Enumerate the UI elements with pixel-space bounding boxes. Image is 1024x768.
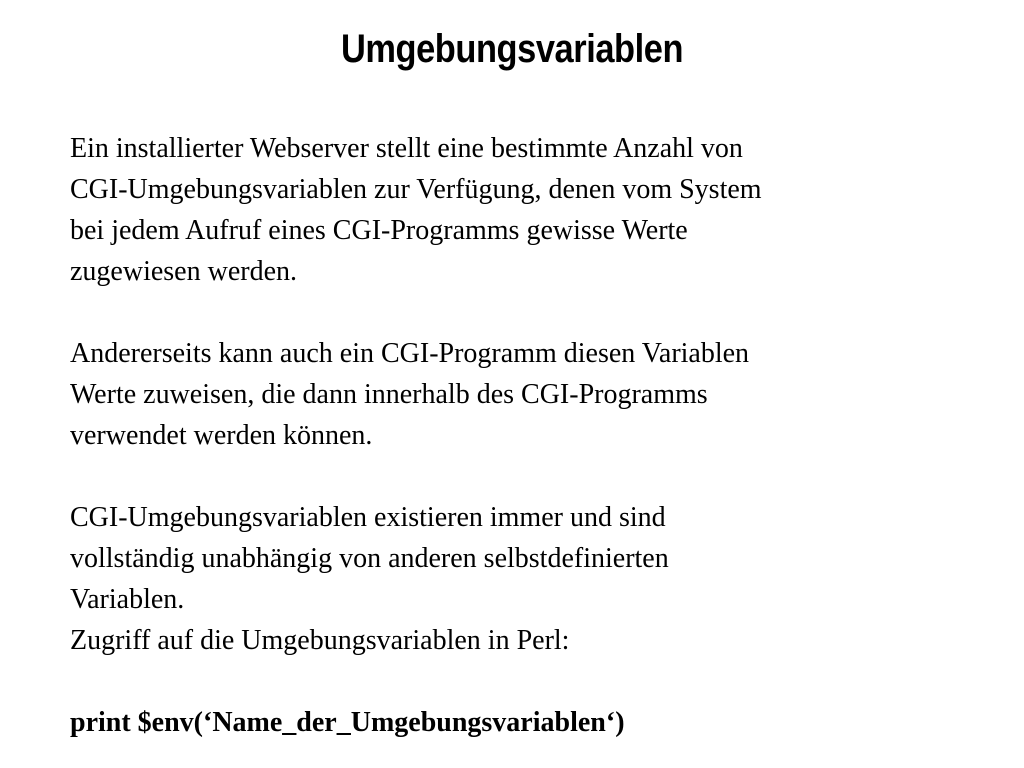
- paragraph-spacer: [70, 292, 970, 333]
- paragraph-spacer: [70, 661, 970, 702]
- text-line: zugewiesen werden.: [70, 256, 298, 287]
- paragraph-existence: [70, 497, 970, 661]
- text-line: CGI-Umgebungsvariablen existieren immer und sind: [70, 502, 666, 533]
- text-line: Werte zuweisen, die dann innerhalb des CGI-Programms: [70, 379, 708, 410]
- text-line: vollständig unabhängig von anderen selbstdefinierten: [70, 543, 669, 574]
- text-line: CGI-Umgebungsvariablen zur Verfügung, denen vom System: [70, 174, 762, 205]
- paragraph-spacer: [70, 456, 970, 497]
- slide-title: Umgebungsvariablen: [340, 27, 684, 71]
- paragraph-assignment: [70, 333, 970, 456]
- slide-body: [70, 128, 970, 743]
- text-line: verwendet werden können.: [70, 420, 373, 451]
- text-line: Zugriff auf die Umgebungsvariablen in Perl:: [70, 625, 570, 656]
- paragraph-webserver: [70, 128, 970, 292]
- text-line: Variablen.: [70, 584, 185, 615]
- text-line: Ein installierter Webserver stellt eine bestimmte Anzahl von: [70, 133, 743, 164]
- text-line: Andererseits kann auch ein CGI-Programm diesen Variablen: [70, 338, 750, 369]
- perl-code-line: print $env(‘Name_der_Umgebungsvariablen‘): [70, 707, 625, 738]
- text-line: bei jedem Aufruf eines CGI-Programms gewisse Werte: [70, 215, 688, 246]
